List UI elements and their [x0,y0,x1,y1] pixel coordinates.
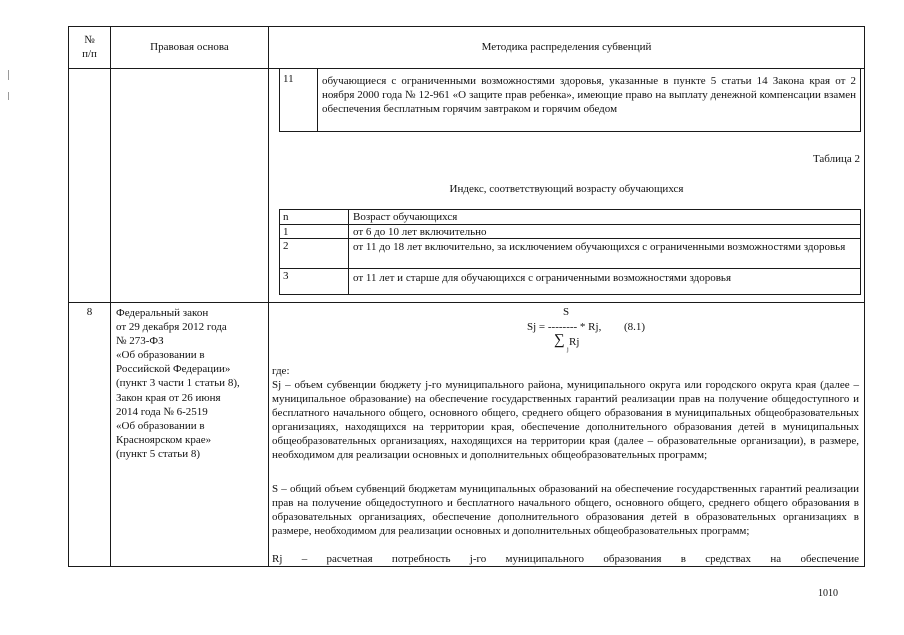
header-number: № п/п [82,34,97,60]
cont-row-number: 11 [283,73,294,85]
cont-row-text: обучающиеся с ограниченными возможностями здоровья, указанные в пункте 5 статьи 14 Закона края от 2 ноября 2000 года № 12-961 «О защите прав ребенка», имеющие право на выплату денежной компенсации взамен обеспечения бесплатным горячим завтраком и горячим обедом [322,75,856,115]
legal-line: «Об образовании в [116,420,205,432]
page-number: 1010 [818,588,838,599]
definition-rj: Rj – расчетная потребность j-го муниципального образования в средствах на обеспечение [272,553,859,565]
margin-mark [8,92,9,100]
legal-line: Красноярском крае» [116,434,212,446]
table2-row-n: 1 [283,226,289,238]
legal-line: (пункт 3 части 1 статьи 8), [116,377,240,389]
formula-sum-sign: ∑ [554,332,565,348]
legal-line: (пункт 5 статьи 8) [116,448,200,460]
definition-s: S – общий объем субвенций бюджетам муниципальных образований на обеспечение государственных гарантий реализации прав на получение общедоступного и бесплатного начального общего, основного общего, среднего общего образования в образовательных организациях, обеспечение дополнительного образования детей в образовательных организациях в размере, необходимом для реализации основных и дополнительных общеобразовательных программ; [272,483,859,537]
legal-line: «Об образовании в [116,349,205,361]
legal-line: от 29 декабря 2012 года [116,321,227,333]
legal-line: Федеральный закон [116,307,209,319]
table2-row-age: от 6 до 10 лет включительно [353,226,487,238]
where-label: где: [272,365,290,377]
table2-row-n: 2 [283,240,289,252]
definition-sj: Sj – объем субвенции бюджету j-го муниципального района, муниципального округа или городского округа края (далее – муниципальное образование) на обеспечение государственных гарантий реализации прав на получение общедоступного и бесплатного начального общего, основного общего, среднего общего образования в муниципальных общеобразовательных организациях, находящихся на территории края, обеспечение дополнительного образования детей в муниципальных общеобразовательных организациях, находящихся на территории края (далее – образовательные организации), в размере, необходимом для реализации основных и дополнительных общеобразовательных программ; [272,379,859,461]
formula-lhs: Sj = -------- * Rj, [527,321,602,333]
margin-mark [8,70,9,80]
legal-line: Закон края от 26 июня [116,392,221,404]
table2-row-n: 3 [283,270,289,282]
legal-line: Российской Федерации» [116,363,231,375]
header-legal-basis: Правовая основа [150,41,229,53]
legal-line: 2014 года № 6-2519 [116,406,208,418]
table2-row-age: от 11 до 18 лет включительно, за исключением обучающихся с ограниченными возможностями здоровья [353,241,846,253]
legal-line: № 273-ФЗ [116,335,164,347]
row8-number: 8 [86,306,93,318]
table2-title: Индекс, соответствующий возрасту обучающихся [449,183,684,195]
table2-label: Таблица 2 [812,153,860,165]
header-methodology: Методика распределения субвенций [481,41,652,53]
table2-col-n: n [283,211,289,223]
table2-col-age: Возраст обучающихся [353,211,458,223]
formula-numerator: S [563,306,570,318]
formula-denominator: Rj [569,336,580,348]
table2-row-age: от 11 лет и старше для обучающихся с ограниченными возможностями здоровья [353,272,732,284]
formula-reference: (8.1) [624,321,646,333]
formula-subscript: j [567,347,569,353]
